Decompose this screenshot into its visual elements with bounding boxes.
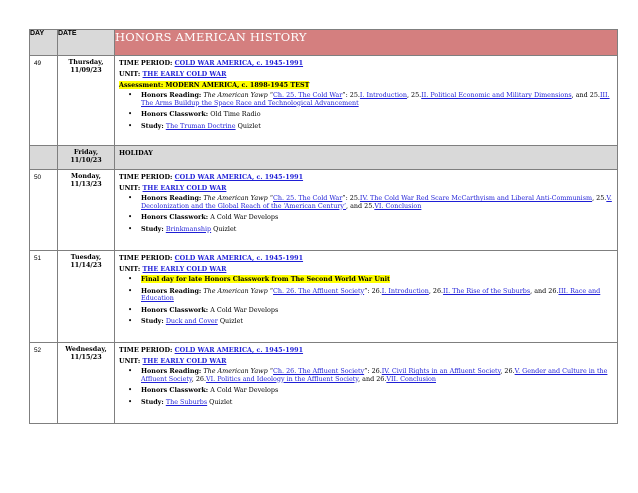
study-suffix: Quizlet [217,317,243,326]
classwork-label: Honors Classwork: [141,386,209,395]
assessment-highlight: Assessment: MODERN AMERICA, c. 1898-1945 TEST [119,81,310,89]
study-link[interactable]: Brinkmanship [165,224,212,233]
section-link[interactable]: IV. Civil Rights in an Affluent Society [381,367,501,375]
reading-item [119,92,613,107]
classwork-text: A Cold War Develops [208,386,279,395]
assessment-line [119,81,613,89]
unit-line [119,265,613,273]
study-link[interactable]: The Suburbs [165,397,208,406]
chapter-link[interactable]: Ch. 25. The Cold War [273,91,343,99]
section-sep: , 26. [500,367,515,375]
section-link[interactable]: II. The Rise of the Suburbs [443,286,531,295]
schedule-row [30,251,618,343]
day-column-header: DAY [30,30,58,56]
book-title: The American Yawp [203,367,268,375]
time-period-line [119,59,613,67]
reading-item [119,195,613,210]
classwork-item [119,214,613,222]
unit-link[interactable]: THE EARLY COLD WAR [142,357,227,365]
classwork-text: Old Time Radio [208,110,261,119]
date: 11/13/23 [70,179,102,188]
time-period-link[interactable]: COLD WAR AMERICA, c. 1945-1991 [174,173,304,181]
unit-link[interactable]: THE EARLY COLD WAR [142,70,227,78]
quote-open: “ [267,286,274,295]
section-prefix: ”: 26. [364,367,382,375]
section-link[interactable]: III. The Arms Buildup the Space Race and Technological Advancement [141,91,610,107]
lesson-bullets [119,195,613,233]
section-prefix: ”: 25. [342,194,360,202]
reading-label: Honors Reading: [141,367,202,375]
reading-label: Honors Reading: [141,286,202,295]
course-title: HONORS AMERICAN HISTORY [115,30,618,56]
weekday: Tuesday, [70,253,102,261]
schedule-row [30,343,618,424]
chapter-link[interactable]: Ch. 26. The Affluent Society [273,286,365,295]
book-title: The American Yawp [203,91,268,99]
classwork-item [119,307,613,315]
book-title: The American Yawp [203,194,268,202]
time-period-label: TIME PERIOD: [119,346,173,354]
study-label: Study: [141,224,164,233]
section-link[interactable]: VII. Conclusion [386,374,436,383]
day-number: 50 [30,170,58,251]
final-day-item [119,276,613,284]
date-cell [58,343,115,424]
section-sep: , and 26. [358,374,387,383]
section-link[interactable]: VI. Politics and Ideology in the Affluent Society [206,374,359,383]
date: 11/15/23 [70,352,102,361]
schedule-row [30,56,618,146]
classwork-text: A Cold War Develops [208,213,279,222]
date-column-header: DATE [58,30,115,56]
classwork-label: Honors Classwork: [141,305,209,314]
section-sep: , 25. [592,194,607,202]
unit-line [119,184,613,192]
study-suffix: Quizlet [235,121,261,130]
time-period-label: TIME PERIOD: [119,254,173,262]
day-number: 49 [30,56,58,146]
lesson-cell [115,343,618,424]
study-label: Study: [141,121,164,130]
study-item [119,123,613,131]
lesson-cell [115,56,618,146]
time-period-label: TIME PERIOD: [119,59,173,67]
weekday: Wednesday, [65,345,107,353]
study-item [119,399,613,407]
section-link[interactable]: I. Introduction [359,91,407,99]
time-period-link[interactable]: COLD WAR AMERICA, c. 1945-1991 [174,59,304,67]
lesson-bullets [119,92,613,130]
day-number: 51 [30,251,58,343]
classwork-item [119,111,613,119]
date: 11/14/23 [70,260,102,269]
section-link[interactable]: II. Political Economic and Military Dimensions [421,91,572,99]
section-prefix: ”: 25. [342,91,360,99]
study-item [119,318,613,326]
quote-open: “ [267,91,274,99]
section-sep: , and 25. [346,201,375,210]
date-cell [58,56,115,146]
time-period-label: TIME PERIOD: [119,173,173,181]
section-link[interactable]: V. Gender and Culture in the Affluent Society [141,367,608,383]
day-number: 52 [30,343,58,424]
date-cell [58,170,115,251]
reading-label: Honors Reading: [141,91,202,99]
weekday: Thursday, [68,58,104,66]
quote-open: “ [267,194,274,202]
reading-item [119,288,613,303]
time-period-line [119,173,613,181]
study-label: Study: [141,397,164,406]
section-link[interactable]: IV. The Cold War Red Scare McCarthyism and Liberal Anti-Communism [359,194,593,202]
lesson-bullets [119,276,613,326]
final-day-highlight: Final day for late Honors Classwork from The Second World War Unit [141,275,390,283]
classwork-item [119,387,613,395]
section-link[interactable]: VI. Conclusion [374,201,422,210]
unit-label: UNIT: [119,70,141,78]
study-suffix: Quizlet [211,224,237,233]
holiday-row [30,146,618,170]
reading-item [119,368,613,383]
classwork-label: Honors Classwork: [141,213,209,222]
chapter-link[interactable]: Ch. 26. The Affluent Society [273,367,365,375]
section-sep: , 25. [406,91,422,99]
holiday-label: HOLIDAY [119,149,153,157]
date-cell [58,146,115,170]
classwork-label: Honors Classwork: [141,110,209,119]
study-link[interactable]: The Truman Doctrine [165,121,236,130]
unit-link[interactable]: THE EARLY COLD WAR [142,265,227,273]
date: 11/10/23 [70,155,102,164]
book-title: The American Yawp [203,286,268,295]
lesson-bullets [119,368,613,406]
day-number [30,146,58,170]
lesson-cell [115,251,618,343]
classwork-text: A Cold War Develops [208,305,279,314]
section-prefix: ”: 26. [364,286,382,295]
study-suffix: Quizlet [207,397,233,406]
unit-link[interactable]: THE EARLY COLD WAR [142,184,227,192]
schedule-table [29,29,618,424]
unit-label: UNIT: [119,184,141,192]
quote-open: “ [267,367,274,375]
section-sep: , and 25. [571,91,600,99]
study-item [119,226,613,234]
date: 11/09/23 [70,65,102,74]
study-label: Study: [141,317,164,326]
unit-line [119,70,613,78]
reading-label: Honors Reading: [141,194,202,202]
schedule-row [30,170,618,251]
time-period-link[interactable]: COLD WAR AMERICA, c. 1945-1991 [174,254,304,262]
section-link[interactable]: V. Decolonization and the Global Reach of the ‘American Century’ [141,194,612,210]
weekday: Monday, [71,172,101,180]
holiday-cell [115,146,618,170]
unit-line [119,357,613,365]
section-link[interactable]: III. Race and Education [141,286,601,303]
date-cell [58,251,115,343]
section-link[interactable]: I. Introduction [381,286,429,295]
time-period-line [119,254,613,262]
unit-label: UNIT: [119,265,141,273]
study-link[interactable]: Duck and Cover [165,317,218,326]
section-sep: , 26. [191,374,207,383]
time-period-link[interactable]: COLD WAR AMERICA, c. 1945-1991 [174,346,304,354]
weekday: Friday, [73,148,99,156]
header-row [30,30,618,56]
chapter-link[interactable]: Ch. 25. The Cold War [273,194,343,202]
unit-label: UNIT: [119,357,141,365]
section-sep: , 26. [428,286,444,295]
lesson-cell [115,170,618,251]
section-sep: , and 26. [530,286,559,295]
time-period-line [119,346,613,354]
